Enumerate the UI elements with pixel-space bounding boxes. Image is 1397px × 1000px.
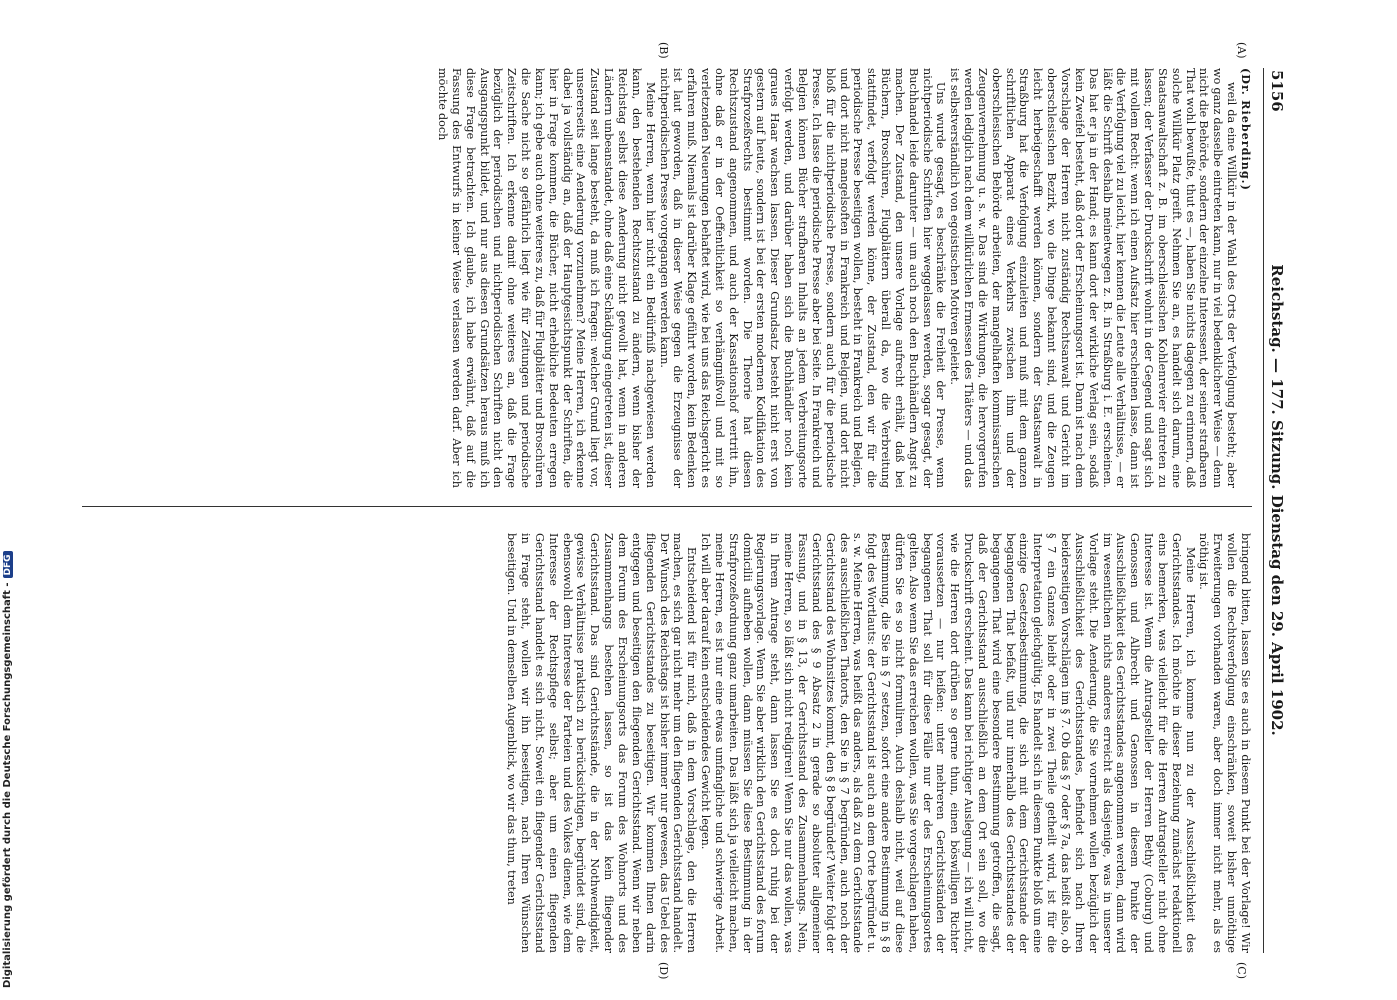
paragraph: Entscheidend ist für mich, daß in dem Vorschlage, den die Herren machen, es sich gar nicht mehr um den fliegenden Gerichtsstand handelt. Der Wunsch des Reichstags ist bisher immer nur gewesen, das Uebel des fliegenden Gerichtsstandes zu beseitigen. Wir kommen Ihnen darin entgegen und beseitigen den fliegenden Gerichtsstand. Wenn wir neben dem Forum des Erscheinungsorts das Forum des Wohnorts und des Zusammenhangs bestehen lassen, so ist das kein fliegender Gerichtsstand. Das sind Gerichtsstände, die in der Nothwendigkeit, gewisse Verhältnisse praktisch zu berücksichtigen, begründet sind, die ebensowohl dem Interesse der Parteien und des Volkes dienen, wie dem Interesse der Rechtspflege selbst; aber um einen fliegenden Gerichtsstand handelt es sich nicht. Soweit ein fliegender Gerichtsstand in Frage steht, wollen wir ihn beseitigen, nach Ihren Wünschen beseitigen. Und in demselben Augenblick, wo wir das thun, treten <box>505 533 699 953</box>
page-title: Reichstag. — 177. Sitzung. Dienstag den 29. April 1902. <box>1268 264 1286 736</box>
column-divider <box>82 506 1252 507</box>
dfg-logo: DFG <box>3 551 13 578</box>
funding-text: Digitalisierung gefördert durch die Deutsche Forschungsgemeinschaft - <box>2 582 13 988</box>
paragraph: weil da eine Willkür in der Wahl des Orts der Verfolgung besteht; aber wo ganz dasselbe eintreten kann, nur in viel bedenklicherer Weise — denn nicht die Behörde, sondern der einzelne Interessent, der seiner strafbaren That wohl bewußte, thut es —, haben Sie nichts dagegen zu erinnern, daß solche Willkür Platz greift. Nehmen Sie an, es handelt sich darum, eine Staatsanwaltschaft z. B. im oberschlesischen Kohlenrevier eintreten zu lassen; der Verfasser der Druckschrift wohnt in der Gegend und sagt sich mit vollem Recht: wenn ich einen Aufsatz hier erscheinen lasse, dann ist die Verfolgung viel zu leicht, hier kennen die Leute alle Verhältnisse, — er läßt die Schrift deshalb meinetwegen z. B. in Straßburg i. E. erscheinen. Das hat er ja in der Hand; es kann dort der wirkliche Verlag sein, sodaß kein Zweifel besteht, daß dort der Erscheinungsort ist. Dann ist nach dem Vorschlage der Herren nicht zuständig Rechtsanwalt und Gericht im oberschlesischen Bezirk, wo die Dinge bekannt sind, und die Zeugen leicht herbeigeschafft werden können, sondern der Staatsanwalt in Straßburg hat die Verfolgung einzuleiten und muß mit dem ganzen schriftlichen Apparat eines Verkehrs zwischen ihm und der oberschlesischen Behörde arbeiten, der mangelhaften kommissarischen Zeugenvernehmung u. s. w. Das sind die Wirkungen, die hervorgerufen werden lediglich nach dem willkürlichen Ermessen des Thäters — und das ist selbstverständlich von egoistischen Motiven geleitet. <box>948 68 1239 488</box>
marker-b: (B) <box>657 42 670 59</box>
header-rule <box>1263 68 1264 953</box>
paragraph: Meine Herren, wenn hier nicht ein Bedürfniß nachgewiesen werden kann, den bestehenden Rechtszustand zu ändern, wenn bisher der Reichstag selbst diese Aenderung nicht gewollt hat, wenn in anderen Ländern unbeanstandet, ohne daß eine Schädigung eingetreten ist, dieser Zustand seit lange besteht, da muß ich fragen: welcher Grund liegt vor, unsererseits eine Aenderung vorzunehmen? Meine Herren, ich erkenne dabei ja vollständig an, daß der Hauptgesichtspunkt der Schriften, die hier in Frage kommen, die Bücher, nicht erhebliche Bedeuten erregen kann; ich gebe auch ohne weiteres zu, daß für Flugblätter und Broschüren die Sache nicht so gefährlich liegt wie für Zeitungen und periodische Zeitschriften. Ich erkenne damit ohne weiteres an, daß die Frage bezüglich der periodischen und nichtperiodischen Schriften nicht den Ausgangspunkt bildet, und nur aus diesen Grundsätzen heraus muß ich diese Frage betrachten. Ich glaube, ich habe erwähnt, daß auf die Fassung des Entwurfs in keiner Weise verlassen werden darf. Aber ich möchte doch <box>436 68 657 488</box>
paragraph: Uns wurde gesagt, es beschränke die Freiheit der Presse, wenn nichtperiodische Schriften hier weggelassen werden, sogar gesagt, der Buchhandel leide darunter — um auch noch den Buchhändlern Angst zu machen. Der Zustand, den unsere Vorlage aufrecht erhält, daß bei Büchern, Broschüren, Flugblättern überall da, wo die Verbreitung stattfindet, verfolgt werden könne, der Zustand, den wir für die periodische Presse beseitigen wollen, besteht in Frankreich und Belgien, und dort nicht mangelsoften in Frankreich und Belgien, und dort nicht bloß für die nichtperiodische Presse, sondern auch für die periodische Presse. Ich lasse die periodische Presse aber bei Seite. In Frankreich und Belgien können Bücher strafbaren Inhalts an jedem Verbreitungsorte verfolgt werden, und darüber haben sich die Buchhändler noch kein graues Haar wachsen lassen. Dieser Grundsatz besteht nicht erst von gestern auf heute, sondern ist bei der ersten modernen Kodifikation des Strafprozeßrechts bestimmt worden. Die Theorie hat diesen Rechtszustand angenommen, und auch der Kassationshof vertritt ihn, ohne daß er in der Oeffentlichkeit so verhängnißvoll und mit so verletzenden Neuerungen behaftet wird, wie bei uns das Reichsgericht es erfahren muß. Niemals ist darüber Klage geführt worden, kein Bedenken ist laut geworden, daß in dieser Weise gegen die Erzeugnisse der nichtperiodischen Presse vorgegangen werden kann. <box>657 68 948 488</box>
page-number: 5156 <box>1268 70 1286 112</box>
page-header <box>1262 0 1292 1000</box>
left-column <box>435 68 1252 488</box>
speaker-name: (Dr. Rieberding.) <box>1239 68 1253 191</box>
footer <box>0 0 16 1000</box>
right-column <box>504 533 1252 953</box>
marker-a: (A) <box>1235 42 1248 59</box>
marker-c: (C) <box>1235 962 1248 979</box>
paragraph: bringend bitten, lassen Sie es auch in diesem Punkt bei der Vorlage! Wir wollen die Rechtsverfolgung einschränken, soweit bisher unnöthige Erweiterungen vorhanden waren, aber doch immer nicht mehr, als es nöthig ist. <box>1197 533 1252 953</box>
paragraph: Meine Herren, ich komme nun zu der Ausschließlichkeit des Gerichtsstandes. Ich möchte in dieser Beziehung zunächst redaktionell eins bemerken, was vielleicht für die Herren Antragsteller nicht ohne Interesse ist. Wenn die Antragsteller der Herren Bethy (Coburg) und Genossen und Albrecht und Genossen in diesem Punkte der Ausschließlichkeit des Gerichtsstandes angenommen werden, dann wird im wesentlichen nichts anderes erreicht als dasjenige, was in unserer Vorlage steht. Die Aenderung, die Sie vornehmen wollen bezüglich der Ausschließlichkeit des Gerichtsstandes, befindet sich nach Ihren beiderseitigen Vorschlägen im § 7. Ob das § 7 oder § 7a, das heißt also, ob § 7 ein Ganzes bleibt oder in zwei Theile getheilt wird, ist für die Interpretation gleichgültig. Es handelt sich in diesem Punkte bloß um eine einzige Gesetzesbestimmung, die sich mit dem Gerichtsstande der begangenen That befaßt, und nur innerhalb des Gerichtsstandes der begangenen That wird eine besondere Bestimmung getroffen, die sagt, daß der Gerichtsstand ausschließlich an dem Ort sein soll, wo die Druckschrift erscheint. Das kann bei richtiger Auslegung — ich will nicht, wie die Herren dort drüben so gerne thun, einen böswilligen Richter voraussetzen — nur heißen: unter mehreren Gerichtsständen der begangenen That soll für diese Fälle nur der des Erscheinungsortes gelten. Also wenn Sie das erreichen wollen, was Sie vorgeschlagen haben, dürfen Sie es so nicht formuliren. Auch deshalb nicht, weil auf diese Bestimmung, die Sie in § 7 setzen, sofort eine andere Bestimmung in § 8 folgt des Wortlauts: der Gerichtsstand ist auch an dem Orte begründet u. s. w. Meine Herren, was heißt das anders, als daß zu dem Gerichtsstande des ausschließlichen Thatorts, den Sie in § 7 begründen, auch noch der Gerichtsstand des Wohnsitzes kommt, den § 8 begründet? Weiter folgt der Gerichtsstand des § 9 Absatz 2 in gerade so absoluter allgemeiner Fassung, und in § 13, der Gerichtsstand des Zusammenhangs. Nein, meine Herren, so läßt sich nicht redigiren! Wenn Sie nur das wollen, was in Ihrem Antrage steht, dann lassen Sie es doch ruhig bei der Regierungsvorlage. Wenn Sie aber wirklich den Gerichtsstand des forum domicilii aufheben wollen, dann müssen Sie diese Bestimmung in der Strafprozeßordnung ganz umarbeiten. Das läßt sich ja vielleicht machen, meine Herren, es ist nur eine etwas umfangliche und schwierige Arbeit. Ich will aber darauf kein entscheidendes Gewicht legen. <box>699 533 1197 953</box>
funding-note <box>2 551 13 988</box>
marker-d: (D) <box>657 962 670 980</box>
